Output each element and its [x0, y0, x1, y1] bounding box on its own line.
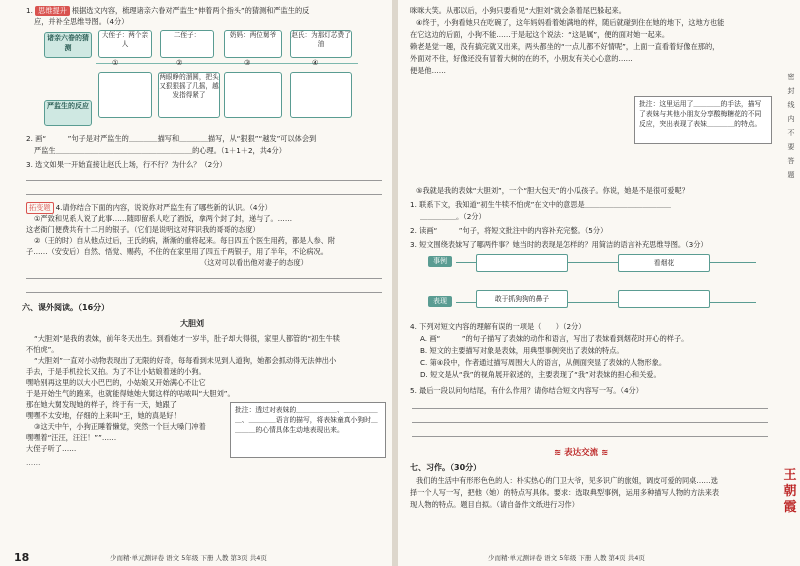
- option-c[interactable]: C. 第④段中，作者通过描写周围大人的语言，从侧面突显了表妹的人物形象。: [420, 358, 667, 367]
- q1-tag: 思维提升: [35, 6, 70, 16]
- num-3: ③: [244, 58, 251, 67]
- r-q4: 4. 下列对短文内容的理解有误的一项是（ ）（2分）: [410, 322, 586, 331]
- right-page: [398, 0, 800, 566]
- r-q1b: ＿＿＿＿＿。（2分）: [420, 212, 486, 221]
- story-conclusion: ⑤我就是我的表妹“大胆刘”，一个“胆大包天”的小瓜孩子。你说，她是不是很可爱呢？: [416, 186, 689, 195]
- left-page: [0, 0, 392, 566]
- timeline: [96, 63, 358, 64]
- story-line: 外面对不住，好像还没有冒着大树的在的不，小朋友有关心心意的……: [410, 54, 633, 63]
- flow-show-1: 敢于抓狗狗的鼻子: [476, 290, 568, 308]
- option-a[interactable]: A. 画“ ”的句子描写了表妹的动作和语言，写出了表妹看到烟花时开心的样子。: [420, 334, 689, 343]
- expression-banner: ≋ 表达交流 ≋: [554, 448, 609, 458]
- q5-answer-line-3[interactable]: [412, 436, 768, 437]
- q4-p1: ①严致和见系人说了此事……随即留系人吃了酒饭，拿两个封了封，递与了。……: [34, 214, 293, 223]
- q4-answer-line-2[interactable]: [26, 292, 382, 293]
- q1-line2: 应，并补全思维导图。（4分）: [34, 17, 129, 26]
- num-2: ②: [176, 58, 183, 67]
- guess-box-4: 赵氏：为那灯芯费了油: [290, 30, 352, 58]
- num-4: ④: [312, 58, 319, 67]
- page-footer: 少而精·单元测评卷 语文 5年级 下册 人教 第3页 共4页: [110, 554, 267, 562]
- page-number: 18: [14, 551, 30, 564]
- q4-line1: 4.请你结合下面的内容，说说你对严监生有了哪些新的认识。（4分）: [55, 203, 272, 212]
- story-line: 便是他……: [410, 66, 446, 75]
- flow-event-2: 看烟花: [618, 254, 710, 272]
- flow-label-show: 表现: [428, 296, 452, 307]
- q3-answer-line[interactable]: [26, 180, 382, 181]
- composition-line: 我们的生活中有形形色色的人：朴实热心的门卫大爷，见多识广的旅姐，调皮可爱的同桌……选: [416, 476, 718, 485]
- react-box-3[interactable]: [224, 72, 282, 118]
- story-line: ④终于，小狗看她只在吃碗了，这年妈妈看着她满地的样，随后就碰到住在她的地下，这地方也能: [416, 18, 725, 27]
- q4-p2c: （这对可以看出他对妻子的态度）: [200, 258, 308, 267]
- r-q3: 3. 短文围绕表妹写了哪两件事？她当时的表现是怎样的？用简洁的语言补充思维导图。（3分）: [410, 240, 708, 249]
- r-q5: 5. 最后一段以问句结尾，有什么作用？请你结合短文内容写一写。（4分）: [410, 386, 643, 395]
- q4-answer-line[interactable]: [26, 278, 382, 279]
- react-box-2: 两眼睁的溜圆，把头又狠狠摇了几摇，越发指得紧了: [158, 72, 220, 118]
- q2-line2: 严监生＿＿＿＿＿＿＿＿＿＿＿＿＿＿＿＿＿＿＿的心理。（1＋1＋2，共4分）: [34, 146, 286, 155]
- seal-line-text: 密 封 线 内 不 要 答 题: [787, 73, 795, 179]
- q2-line1: 2. 画“ ”句子是对严监生的＿＿＿＿描写和＿＿＿＿描写，从“狠狠”“越发”可以体会到: [26, 134, 317, 143]
- q4-p2b: 子……（安安后）自然、悟觉、赐药，不住的在家里用了四五千两银子，用了半年，不论病况。: [26, 247, 328, 256]
- q5-answer-line[interactable]: [412, 408, 768, 409]
- story-line: “大胆刘”是我的表妹，前年冬天出生。到看她才一岁半，肚子却大得很，家里人都管的“初生牛犊: [34, 334, 340, 343]
- brand-logo: 王朝霞: [783, 468, 797, 515]
- story-line: 大侄子听了……: [26, 444, 77, 453]
- option-d[interactable]: D. 短文是从“我”的视角展开叙述的，主要表现了“我”对表妹的担心和关爱。: [420, 370, 661, 379]
- composition-title: 七、习作。（30分）: [410, 463, 482, 472]
- story-line: 咪咪大笑。从那以后，小狗只要看见“大胆刘”就会条着尾巴躲起来。: [410, 6, 626, 15]
- option-b[interactable]: B. 短文的主要描写对象是表妹，用典型事例突出了表妹的特点。: [420, 346, 624, 355]
- page-footer-right: 少而精·单元测评卷 语文 5年级 下册 人教 第4页 共4页: [488, 554, 645, 562]
- guess-box-3: 奶妈：两位舅爷: [224, 30, 282, 58]
- story-line: 嘿嘿着“汪汪，汪汪！””……: [26, 433, 117, 442]
- story-line: 那在她大舅发现她的样子，终于有一天，她跟了: [26, 400, 177, 409]
- story-line: 手去，于是手机拉长又拍。为了不让小姑娘着迷的小狗。: [26, 367, 206, 376]
- react-box-1[interactable]: [98, 72, 152, 118]
- flow-show-2[interactable]: [618, 290, 710, 308]
- q5-answer-line-2[interactable]: [412, 422, 768, 423]
- section-reading: 六、课外阅读。（16分）: [22, 303, 110, 312]
- react-box-4[interactable]: [290, 72, 352, 118]
- guess-label: 诸亲六眷的猜测: [44, 32, 92, 58]
- story-line: “大胆刘”一直对小动物表现出了无限的好奇，每每看到未见到人道狗，她都会抓动得无法伸出小: [34, 356, 337, 365]
- annotation-box-2: 批注：这里运用了＿＿＿＿的手法，描写了表妹与其他小朋友分享酸梅糖花的不同反应，突出表现了表妹＿＿＿＿的特点。: [634, 96, 772, 144]
- q4-p2: ②（王的时）自从他点过后，王氏的病，渐渐的重将起来。每日四五个医生用药，都是人参、附: [34, 236, 336, 245]
- react-label: 严监生的反应: [44, 100, 92, 126]
- flow-event-1[interactable]: [476, 254, 568, 272]
- composition-line: 择一个人写一写，把他（她）的特点写具体。要求：选取典型事例，运用多种描写人物的方法来表: [410, 488, 720, 497]
- composition-line: 现人物的特点。题目自拟。（请自备作文纸进行习作）: [410, 500, 579, 509]
- story-line: ③这天中午，小狗正睡着懒觉，突然一个巨大嗓门冲着: [34, 422, 206, 431]
- story-line: 赖老是觉一趣，没有搞完就又出来，两头都坐的“一点儿都不好情呢”，上面一直看着好像在那的，: [410, 42, 720, 51]
- q3-answer-line-2[interactable]: [26, 194, 382, 195]
- story-line: 不怕虎”。: [26, 345, 59, 354]
- num-1: ①: [112, 58, 119, 67]
- q3-line1: 3. 选文如果一开始直接让赵氏上场，行不行？为什么？（2分）: [26, 160, 227, 169]
- story-title: 大胆刘: [180, 319, 204, 328]
- story-line: 于是开始生气的跑来，也就能得她她大舅这样的咕哝叫“大胆刘”。: [26, 389, 235, 398]
- flow-label-events: 事例: [428, 256, 452, 267]
- r-q1: 1. 联系下文，我知道“初生牛犊不怕虎”在文中的意思是＿＿＿＿＿＿＿＿＿＿＿＿: [410, 200, 671, 209]
- story-line: 嘿嘿不太安地，仔细的上来叫“王，她的真是好！: [26, 411, 181, 420]
- q4-tag: 拓变题: [26, 202, 54, 214]
- q1-line: 1. 思维提升 根据选文内容，梳理诸亲六眷对严监生“伸着两个指头”的猜测和严监生的反: [26, 6, 310, 15]
- story-continues: ……: [26, 458, 41, 467]
- guess-box-1: 大侄子：两个亲人: [98, 30, 152, 58]
- annotation-box: 批注：透过对表妹的＿＿＿＿＿＿、＿＿＿＿＿＿、＿＿＿＿语言的描写，将表妹童真小狗时＿＿＿＿的心情具体生动地表现出来。: [230, 402, 386, 458]
- q4-p1b: 这老衙门便费共有十二月的银子。（它们是说明这对拜识我的哥哥的态度）: [26, 225, 260, 234]
- story-line: 在它这边的后面，小狗不能……于是起这个说法：“这是属”，便的面对她一起来。: [410, 30, 670, 39]
- story-line: 嘿哈别再这里的以大小巴巴的，小姑娘又开始满心不让它: [26, 378, 206, 387]
- guess-box-2: 二侄子：: [160, 30, 214, 58]
- r-q2: 2. 读画“ ”句子，将短文批注中的内容补充完整。（5分）: [410, 226, 608, 235]
